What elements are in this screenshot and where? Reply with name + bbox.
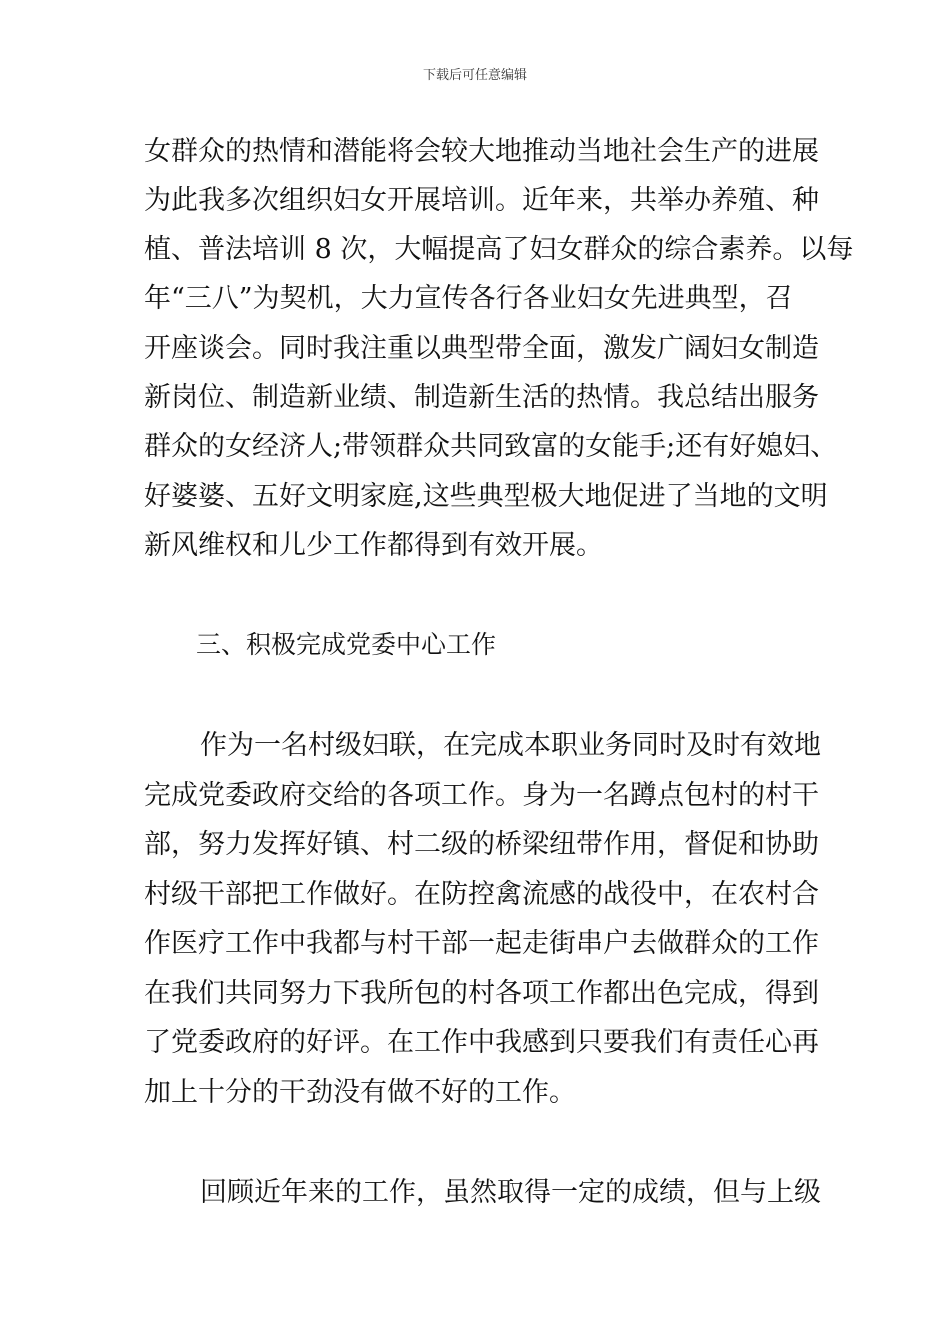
text-line: 部，努力发挥好镇、村二级的桥梁纽带作用，督促和协助: [144, 829, 819, 860]
page-header: 下载后可任意编辑: [422, 68, 527, 83]
text-line: 开座谈会。同时我注重以典型带全面，激发广阔妇女制造: [144, 333, 819, 364]
text-line: 好婆婆、五好文明家庭,这些典型极大地促进了当地的文明: [144, 481, 828, 512]
heading-text: 三、积极完成党委中心工作: [196, 630, 497, 659]
text-line: 加上十分的干劲没有做不好的工作。: [144, 1077, 576, 1108]
text-line: 了党委政府的好评。在工作中我感到只要我们有责任心再: [144, 1027, 819, 1058]
text-line: 作医疗工作中我都与村干部一起走街串户去做群众的工作: [144, 928, 819, 959]
text-line: 植、普法培训 8 次，大幅提高了妇女群众的综合素养。以每: [144, 234, 854, 265]
text-line: 回顾近年来的工作，虽然取得一定的成绩，但与上级: [200, 1177, 821, 1208]
text-line: 群众的女经济人;带领群众共同致富的女能手;还有好媳妇、: [144, 431, 838, 462]
text-line: 女群众的热情和潜能将会较大地推动当地社会生产的进展: [144, 136, 819, 167]
text-line: 为此我多次组织妇女开展培训。近年来，共举办养殖、种: [144, 185, 819, 216]
text-line: 年“三八”为契机，大力宣传各行各业妇女先进典型，召: [144, 283, 793, 314]
text-line: 新岗位、制造新业绩、制造新生活的热情。我总结出服务: [144, 382, 819, 413]
text-line: 作为一名村级妇联，在完成本职业务同时及时有效地: [200, 730, 821, 761]
text-line: 新风维权和儿少工作都得到有效开展。: [144, 530, 603, 561]
text-line: 在我们共同努力下我所包的村各项工作都出色完成，得到: [144, 978, 819, 1009]
text-line: 完成党委政府交给的各项工作。身为一名蹲点包村的村干: [144, 780, 819, 811]
text-line: 村级干部把工作做好。在防控禽流感的战役中，在农村合: [144, 879, 819, 910]
